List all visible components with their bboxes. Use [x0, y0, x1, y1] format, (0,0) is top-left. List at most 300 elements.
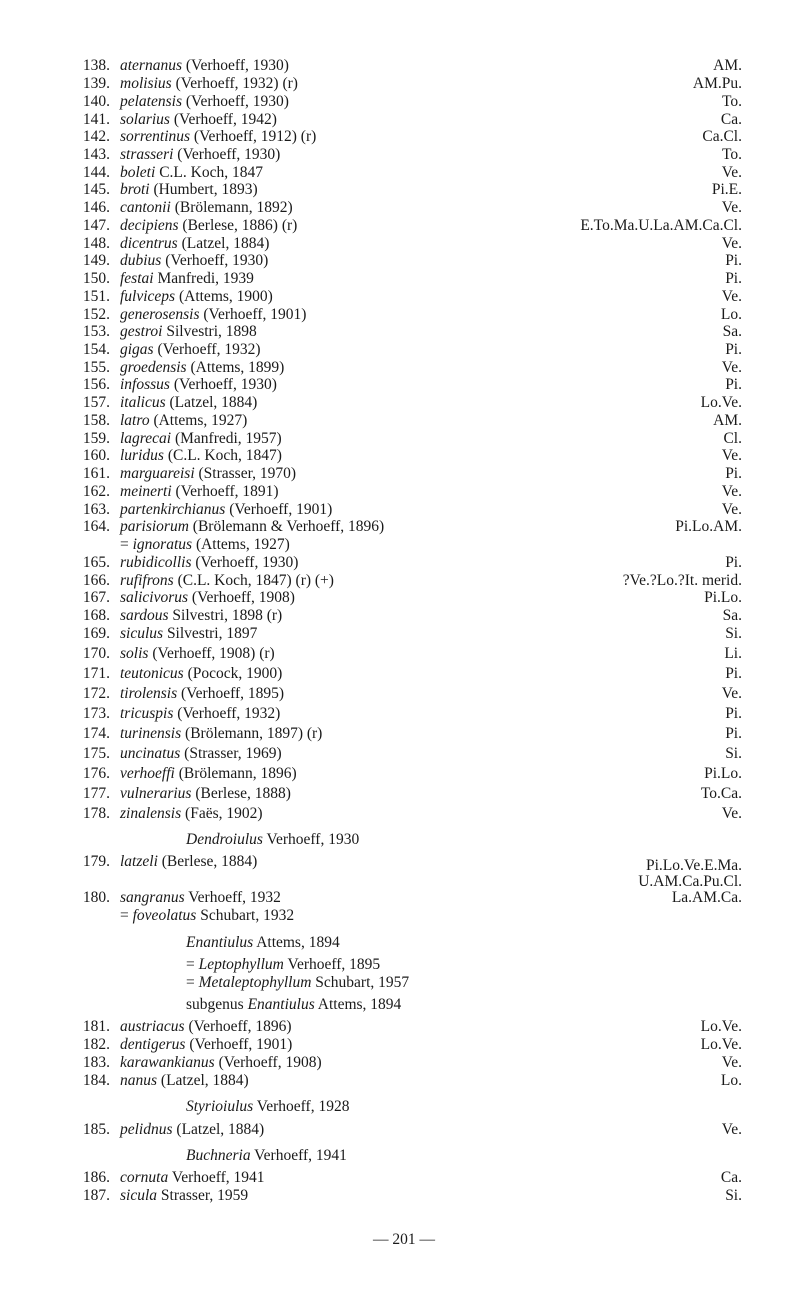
species-name [120, 252, 268, 270]
entry-number: 146. [82, 199, 110, 216]
authority: (Humbert, 1893) [149, 181, 258, 198]
entry-number: 159. [82, 430, 110, 447]
epithet: karawankianus [120, 1054, 215, 1071]
taxon: ignoratus [132, 536, 193, 553]
authority: Silvestri, 1898 (r) [168, 607, 283, 624]
species-entry [0, 306, 808, 324]
distribution: AM.Pu. [692, 75, 742, 92]
authority: Silvestri, 1898 [162, 323, 257, 340]
authority: (Strasser, 1969) [180, 745, 282, 762]
authority: (Verhoeff, 1930) [161, 252, 269, 269]
entry-number: 167. [82, 589, 110, 606]
authority: (Verhoeff, 1908) (r) [148, 645, 275, 662]
taxon: Enantiulus [186, 934, 254, 951]
taxon: Metaleptophyllum [198, 974, 312, 991]
species-name [120, 57, 289, 75]
distribution: Lo. [720, 1072, 742, 1089]
distribution: La.AM.Ca. [671, 889, 742, 906]
entry-number: 166. [82, 572, 110, 589]
species-name [120, 235, 269, 253]
species-entry [0, 465, 808, 483]
species-name [120, 1187, 248, 1205]
species-entry [0, 394, 808, 412]
genus-name [186, 831, 359, 849]
species-entry [0, 1169, 808, 1187]
species-name [120, 607, 282, 625]
species-name [120, 745, 282, 763]
distribution: Lo.Ve. [700, 1036, 742, 1053]
distribution: Pi.Lo.Ve.E.Ma. [645, 857, 742, 874]
species-entry [0, 483, 808, 501]
authority: (Pocock, 1900) [183, 665, 283, 682]
taxon: Dendroiulus [186, 831, 263, 848]
species-entry [0, 323, 808, 341]
species-name [120, 1072, 249, 1090]
entry-number: 150. [82, 270, 110, 287]
authority: (C.L. Koch, 1847) [163, 447, 282, 464]
species-entry [0, 376, 808, 394]
entry-number: 177. [82, 785, 110, 802]
distribution: Ve. [721, 1054, 742, 1071]
distribution: Pi. [725, 376, 742, 393]
authority: (Latzel, 1884) [157, 1072, 249, 1089]
epithet: pelatensis [120, 93, 182, 110]
distribution: Sa. [722, 607, 742, 624]
species-entry [0, 705, 808, 723]
authority: (Berlese, 1886) (r) [178, 217, 298, 234]
distribution: Pi. [725, 270, 742, 287]
entry-number: 149. [82, 252, 110, 269]
entry-number: 179. [82, 853, 110, 870]
species-name [120, 625, 257, 643]
epithet: salicivorus [120, 589, 189, 606]
epithet: rufifrons [120, 572, 174, 589]
prefix: = [120, 907, 133, 924]
entry-number: 169. [82, 625, 110, 642]
species-entry [0, 111, 808, 129]
entry-number: 153. [82, 323, 110, 340]
epithet: aternanus [120, 57, 182, 74]
synonym [120, 907, 294, 925]
authority: Schubart, 1957 [311, 974, 410, 991]
epithet: dentigerus [120, 1036, 186, 1053]
distribution: Pi.E. [711, 181, 742, 198]
species-entry [0, 288, 808, 306]
distribution: Ve. [721, 483, 742, 500]
authority: Attems, 1894 [314, 996, 402, 1013]
species-entry [0, 270, 808, 288]
authority: Verhoeff, 1895 [283, 956, 381, 973]
entry-number: 165. [82, 554, 110, 571]
epithet: tricuspis [120, 705, 174, 722]
species-entry [0, 645, 808, 663]
genus-heading [0, 1098, 808, 1116]
species-entry [0, 341, 808, 359]
species-name [120, 1169, 265, 1187]
distribution: Ca. [720, 1169, 742, 1186]
authority: Verhoeff, 1930 [262, 831, 360, 848]
authority: (Verhoeff, 1901) [225, 501, 333, 518]
species-name [120, 306, 306, 324]
authority: (Attems, 1927) [192, 536, 290, 553]
species-entry [0, 412, 808, 430]
epithet: decipiens [120, 217, 179, 234]
species-name [120, 518, 384, 536]
distribution: Ve. [721, 447, 742, 464]
entry-number: 181. [82, 1018, 110, 1035]
entry-number: 185. [82, 1121, 110, 1138]
distribution: Pi. [725, 465, 742, 482]
entry-number: 158. [82, 412, 110, 429]
authority: (C.L. Koch, 1847) (r) (+) [173, 572, 334, 589]
authority: Manfredi, 1939 [153, 270, 254, 287]
authority: (Verhoeff, 1896) [184, 1018, 292, 1035]
epithet: dubius [120, 252, 162, 269]
synonym-line [0, 907, 808, 925]
species-name [120, 75, 298, 93]
species-name [120, 288, 273, 306]
epithet: boleti [120, 164, 156, 181]
authority: (Verhoeff, 1932) (r) [171, 75, 298, 92]
species-entry [0, 93, 808, 111]
authority: (Latzel, 1884) [165, 394, 258, 411]
authority: Schubart, 1932 [196, 907, 295, 924]
distribution: Ve. [721, 164, 742, 181]
species-entry [0, 1072, 808, 1090]
distribution: Pi. [725, 554, 742, 571]
entry-number: 171. [82, 665, 110, 682]
species-name [120, 128, 316, 146]
authority: (Verhoeff, 1930) [169, 376, 277, 393]
epithet: uncinatus [120, 745, 181, 762]
entry-number: 148. [82, 235, 110, 252]
authority: (Verhoeff, 1912) (r) [190, 128, 317, 145]
distribution: To. [721, 146, 742, 163]
species-name [120, 572, 334, 590]
authority: (Latzel, 1884) [172, 1121, 265, 1138]
entry-number: 163. [82, 501, 110, 518]
epithet: sorrentinus [120, 128, 191, 145]
authority: Silvestri, 1897 [163, 625, 258, 642]
epithet: vulnerarius [120, 785, 192, 802]
species-name [120, 1121, 264, 1139]
species-name [120, 146, 280, 164]
distribution: Pi. [725, 725, 742, 742]
distribution: Lo.Ve. [700, 394, 742, 411]
entry-number: 186. [82, 1169, 110, 1186]
entry-number: 178. [82, 805, 110, 822]
entry-number: 138. [82, 57, 110, 74]
synonym-line [0, 536, 808, 554]
entry-number: 164. [82, 518, 110, 535]
epithet: gigas [120, 341, 154, 358]
species-name [120, 111, 277, 129]
authority: (Attems, 1927) [149, 412, 248, 429]
authority: (Brölemann & Verhoeff, 1896) [188, 518, 385, 535]
distribution: Si. [725, 745, 742, 762]
epithet: partenkirchianus [120, 501, 226, 518]
prefix: = [120, 536, 133, 553]
distribution: Cl. [723, 430, 742, 447]
distribution: Ve. [721, 501, 742, 518]
authority: (Strasser, 1970) [194, 465, 297, 482]
distribution: Lo.Ve. [700, 1018, 742, 1035]
distribution: Ve. [721, 1121, 742, 1138]
epithet: italicus [120, 394, 166, 411]
epithet: solarius [120, 111, 170, 128]
authority: (Berlese, 1884) [157, 853, 258, 870]
species-name [120, 1036, 292, 1054]
species-name [120, 1054, 322, 1072]
epithet: siculus [120, 625, 164, 642]
species-name [120, 217, 297, 235]
entry-number: 154. [82, 341, 110, 358]
synonym [120, 536, 290, 554]
epithet: luridus [120, 447, 164, 464]
authority: (Verhoeff, 1901) [199, 306, 307, 323]
genus-name [186, 934, 340, 952]
genus-heading [0, 956, 808, 974]
species-name [120, 1018, 291, 1036]
species-name [120, 501, 332, 519]
authority: (Verhoeff, 1891) [171, 483, 279, 500]
entry-number: 155. [82, 359, 110, 376]
entry-number: 170. [82, 645, 110, 662]
epithet: tirolensis [120, 685, 178, 702]
distribution: Ve. [721, 359, 742, 376]
species-entry [0, 128, 808, 146]
species-entry [0, 518, 808, 536]
species-entry [0, 199, 808, 217]
epithet: sangranus [120, 889, 185, 906]
species-name [120, 589, 295, 607]
species-name [120, 805, 263, 823]
epithet: strasseri [120, 146, 174, 163]
species-entry [0, 430, 808, 448]
distribution: Pi. [725, 252, 742, 269]
epithet: rubidicollis [120, 554, 192, 571]
entry-number: 172. [82, 685, 110, 702]
distribution: Ca.Cl. [702, 128, 742, 145]
species-name [120, 705, 280, 723]
species-entry [0, 625, 808, 643]
authority: (Attems, 1900) [175, 288, 273, 305]
page-number: — 201 — [373, 1231, 435, 1248]
authority: Verhoeff, 1928 [253, 1098, 350, 1115]
entry-number: 162. [82, 483, 110, 500]
authority: (Brölemann, 1892) [170, 199, 293, 216]
species-name [120, 412, 247, 430]
species-entry [0, 1018, 808, 1036]
entry-number: 174. [82, 725, 110, 742]
entry-number: 173. [82, 705, 110, 722]
epithet: infossus [120, 376, 170, 393]
epithet: sardous [120, 607, 169, 624]
species-entry [0, 359, 808, 377]
genus-name [186, 996, 401, 1014]
entry-number: 151. [82, 288, 110, 305]
prefix: = [186, 974, 199, 991]
taxon: foveolatus [132, 907, 197, 924]
genus-name [186, 956, 380, 974]
entry-number: 152. [82, 306, 110, 323]
entry-number: 139. [82, 75, 110, 92]
species-name [120, 483, 279, 501]
species-name [120, 465, 296, 483]
species-entry [0, 75, 808, 93]
species-name [120, 685, 284, 703]
epithet: generosensis [120, 306, 200, 323]
species-name [120, 199, 293, 217]
epithet: sicula [120, 1187, 158, 1204]
genus-name [186, 974, 409, 992]
distribution: Pi.Lo. [704, 589, 742, 606]
species-name [120, 359, 284, 377]
species-name [120, 181, 258, 199]
species-name [120, 447, 282, 465]
authority: Verhoeff, 1941 [168, 1169, 265, 1186]
species-entry [0, 1054, 808, 1072]
species-entry [0, 164, 808, 182]
species-name [120, 725, 322, 743]
distribution: To. [721, 93, 742, 110]
authority: (Verhoeff, 1895) [177, 685, 285, 702]
species-entry [0, 805, 808, 823]
epithet: groedensis [120, 359, 187, 376]
entry-number: 180. [82, 889, 110, 906]
authority: (Verhoeff, 1930) [173, 146, 281, 163]
species-name [120, 765, 297, 783]
epithet: turinensis [120, 725, 182, 742]
authority: Verhoeff, 1932 [184, 889, 281, 906]
taxon: Buchneria [186, 1147, 251, 1164]
entry-number: 145. [82, 181, 110, 198]
epithet: gestroi [120, 323, 163, 340]
epithet: dicentrus [120, 235, 178, 252]
entry-number: 142. [82, 128, 110, 145]
epithet: teutonicus [120, 665, 184, 682]
authority: (Brölemann, 1896) [174, 765, 297, 782]
epithet: marguareisi [120, 465, 195, 482]
species-name [120, 93, 289, 111]
epithet: latzeli [120, 853, 158, 870]
entry-number: 187. [82, 1187, 110, 1204]
authority: (Verhoeff, 1932) [173, 705, 281, 722]
species-entry [0, 1121, 808, 1139]
distribution: Pi. [725, 705, 742, 722]
distribution: AM. [713, 57, 742, 74]
species-entry [0, 685, 808, 703]
species-name [120, 323, 257, 341]
species-name [120, 430, 282, 448]
prefix: subgenus [186, 996, 248, 1013]
species-entry [0, 1187, 808, 1205]
genus-heading [0, 996, 808, 1014]
authority: Strasser, 1959 [157, 1187, 249, 1204]
epithet: austriacus [120, 1018, 185, 1035]
distribution: Lo. [720, 306, 742, 323]
authority: (Brölemann, 1897) (r) [181, 725, 323, 742]
species-entry [0, 665, 808, 683]
entry-number: 143. [82, 146, 110, 163]
entry-number: 161. [82, 465, 110, 482]
genus-heading [0, 831, 808, 849]
distribution: Si. [725, 625, 742, 642]
species-name [120, 164, 263, 182]
species-name [120, 270, 254, 288]
authority: (Manfredi, 1957) [171, 430, 282, 447]
authority: (Verhoeff, 1908) [188, 589, 295, 606]
authority: Attems, 1894 [253, 934, 340, 951]
entry-number: 168. [82, 607, 110, 624]
authority: (Verhoeff, 1932) [153, 341, 261, 358]
entry-number: 156. [82, 376, 110, 393]
species-entry [0, 889, 808, 907]
epithet: lagrecai [120, 430, 172, 447]
taxon: Leptophyllum [198, 956, 284, 973]
species-entry [0, 181, 808, 199]
distribution: Pi. [725, 341, 742, 358]
entry-number: 157. [82, 394, 110, 411]
distribution: ?Ve.?Lo.?It. merid. [622, 572, 742, 589]
species-entry [0, 235, 808, 253]
genus-heading [0, 934, 808, 952]
species-entry [0, 554, 808, 572]
distribution: AM. [713, 412, 742, 429]
species-name [120, 665, 282, 683]
distribution: Ve. [721, 685, 742, 702]
species-entry [0, 589, 808, 607]
epithet: nanus [120, 1072, 158, 1089]
entry-number: 175. [82, 745, 110, 762]
species-entry [0, 607, 808, 625]
species-entry [0, 1036, 808, 1054]
species-entry [0, 252, 808, 270]
authority: Verhoeff, 1941 [250, 1147, 347, 1164]
species-name [120, 376, 277, 394]
taxon: Enantiulus [247, 996, 315, 1013]
species-name [120, 785, 291, 803]
authority: (Latzel, 1884) [177, 235, 270, 252]
entry-number: 144. [82, 164, 110, 181]
distribution: Pi. [725, 665, 742, 682]
entry-number: 140. [82, 93, 110, 110]
authority: (Verhoeff, 1930) [182, 57, 289, 74]
distribution: Si. [725, 1187, 742, 1204]
distribution: Ve. [721, 805, 742, 822]
species-entry [0, 765, 808, 783]
authority: (Verhoeff, 1930) [182, 93, 289, 110]
species-name [120, 554, 298, 572]
epithet: pelidnus [120, 1121, 173, 1138]
species-entry [0, 57, 808, 75]
epithet: broti [120, 181, 150, 198]
authority: (Berlese, 1888) [191, 785, 291, 802]
species-name [120, 645, 275, 663]
distribution: Ve. [721, 235, 742, 252]
species-name [120, 889, 281, 907]
species-entry [0, 217, 808, 235]
epithet: fulviceps [120, 288, 176, 305]
genus-heading [0, 1147, 808, 1165]
genus-name [186, 1147, 347, 1165]
genus-name [186, 1098, 349, 1116]
distribution: Pi.Lo.AM. [675, 518, 742, 535]
prefix: = [186, 956, 199, 973]
distribution: Ve. [721, 199, 742, 216]
taxon: Styrioiulus [186, 1098, 254, 1115]
epithet: molisius [120, 75, 172, 92]
